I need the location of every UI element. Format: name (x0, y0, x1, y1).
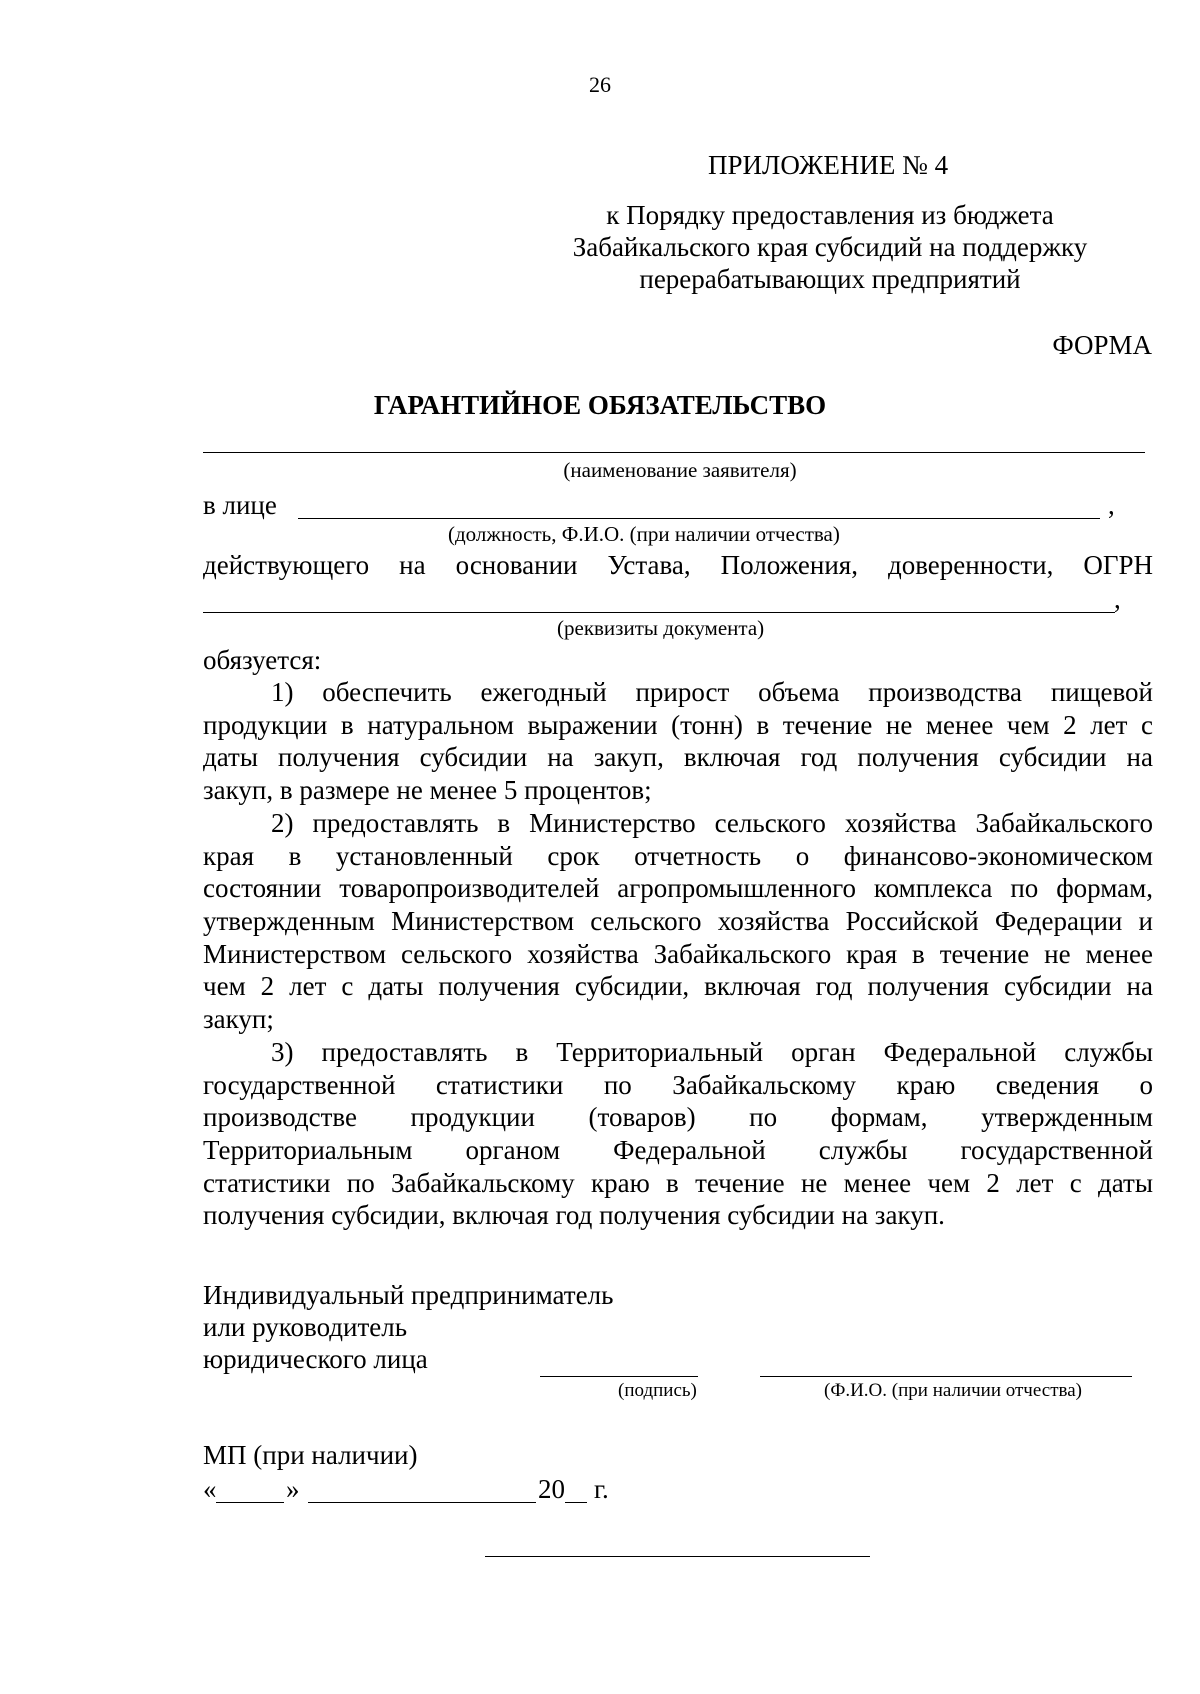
paragraph-line: получения субсидии, включая год получения субсидии на закуп. (203, 1200, 945, 1231)
appendix-line-1: к Порядку предоставления из бюджета (606, 200, 1054, 230)
acting-word-6: доверенности, (887, 550, 1054, 580)
obligation-paragraph-2 (203, 807, 1153, 1036)
paragraph-line: края в установленный срок отчетность о финансово-экономическом (203, 840, 1153, 871)
acting-word-5: Положения, (720, 550, 858, 580)
full-name-caption: (Ф.И.О. (при наличии отчества) (824, 1380, 1082, 1401)
appendix-line-2: Забайкальского края субсидий на поддержку (572, 232, 1088, 262)
date-year-line (565, 1502, 587, 1503)
signature-caption: (подпись) (618, 1380, 697, 1401)
acting-word-3: основании (455, 550, 578, 580)
page-number: 26 (589, 72, 611, 97)
acting-word-2: на (399, 550, 426, 580)
date-year-prefix: 20 (538, 1474, 565, 1504)
signature-line (540, 1376, 698, 1377)
acting-word-7: ОГРН (1083, 550, 1153, 580)
paragraph-line: государственной статистики по Забайкальскому краю сведения о (203, 1069, 1153, 1100)
in-person-line (298, 518, 1100, 519)
paragraph-line: 3) предоставлять в Территориальный орган Федеральной службы (271, 1037, 1153, 1067)
requisites-line (203, 612, 1115, 613)
signer-line-2: или руководитель (203, 1312, 408, 1342)
date-suffix: г. (594, 1474, 609, 1504)
paragraph-line: производстве продукции (товаров) по формам, утвержденным (203, 1102, 1153, 1133)
paragraph-line: закуп, в размере не менее 5 процентов; (203, 775, 652, 806)
closing-separator (485, 1556, 870, 1557)
paragraph-line: статистики по Забайкальскому краю в течение не менее чем 2 лет с даты (203, 1167, 1153, 1198)
signer-line-3: юридического лица (203, 1344, 428, 1374)
acting-word-4: Устава, (607, 550, 691, 580)
date-month-line (308, 1502, 536, 1503)
form-label: ФОРМА (1052, 330, 1152, 360)
in-person-label: в лице (203, 490, 277, 520)
acting-word-1: действующего (203, 550, 370, 580)
stamp-label: МП (при наличии) (203, 1440, 418, 1470)
requisites-comma: , (1114, 584, 1121, 614)
document-title: ГАРАНТИЙНОЕ ОБЯЗАТЕЛЬСТВО (373, 390, 827, 420)
paragraph-line: Министерством сельского хозяйства Забайкальского края в течение не менее (203, 938, 1153, 969)
requisites-caption: (реквизиты документа) (557, 616, 765, 640)
appendix-line-3: перерабатывающих предприятий (639, 264, 1021, 294)
paragraph-line: 2) предоставлять в Министерство сельского хозяйства Забайкальского (271, 808, 1153, 838)
paragraph-line: утвержденным Министерством сельского хозяйства Российской Федерации и (203, 906, 1153, 937)
applicant-name-line (203, 452, 1145, 453)
paragraph-line: 1) обеспечить ежегодный прирост объема производства пищевой (271, 677, 1153, 707)
position-caption: (должность, Ф.И.О. (при наличии отчества) (448, 522, 840, 546)
paragraph-line: закуп; (203, 1004, 274, 1035)
obligation-paragraph-3 (203, 1036, 1153, 1232)
date-open-quote: « (203, 1474, 217, 1504)
appendix-title: ПРИЛОЖЕНИЕ № 4 (708, 150, 949, 180)
obliges-label: обязуется: (203, 645, 322, 675)
applicant-caption: (наименование заявителя) (563, 458, 797, 482)
paragraph-line: даты получения субсидии на закуп, включая год получения субсидии на (203, 742, 1153, 773)
acting-basis-line (203, 550, 1153, 581)
paragraph-line: Территориальным органом Федеральной службы государственной (203, 1135, 1153, 1166)
date-day-line (216, 1502, 284, 1503)
paragraph-line: чем 2 лет с даты получения субсидии, включая год получения субсидии на (203, 971, 1153, 1002)
paragraph-line: продукции в натуральном выражении (тонн) в течение не менее чем 2 лет с (203, 709, 1153, 740)
paragraph-line: состоянии товаропроизводителей агропромышленного комплекса по формам, (203, 873, 1153, 904)
signer-line-1: Индивидуальный предприниматель (203, 1280, 614, 1310)
in-person-comma: , (1108, 490, 1115, 520)
full-name-line (760, 1376, 1132, 1377)
date-close-quote: » (286, 1474, 300, 1504)
obligation-paragraph-1 (203, 676, 1153, 807)
